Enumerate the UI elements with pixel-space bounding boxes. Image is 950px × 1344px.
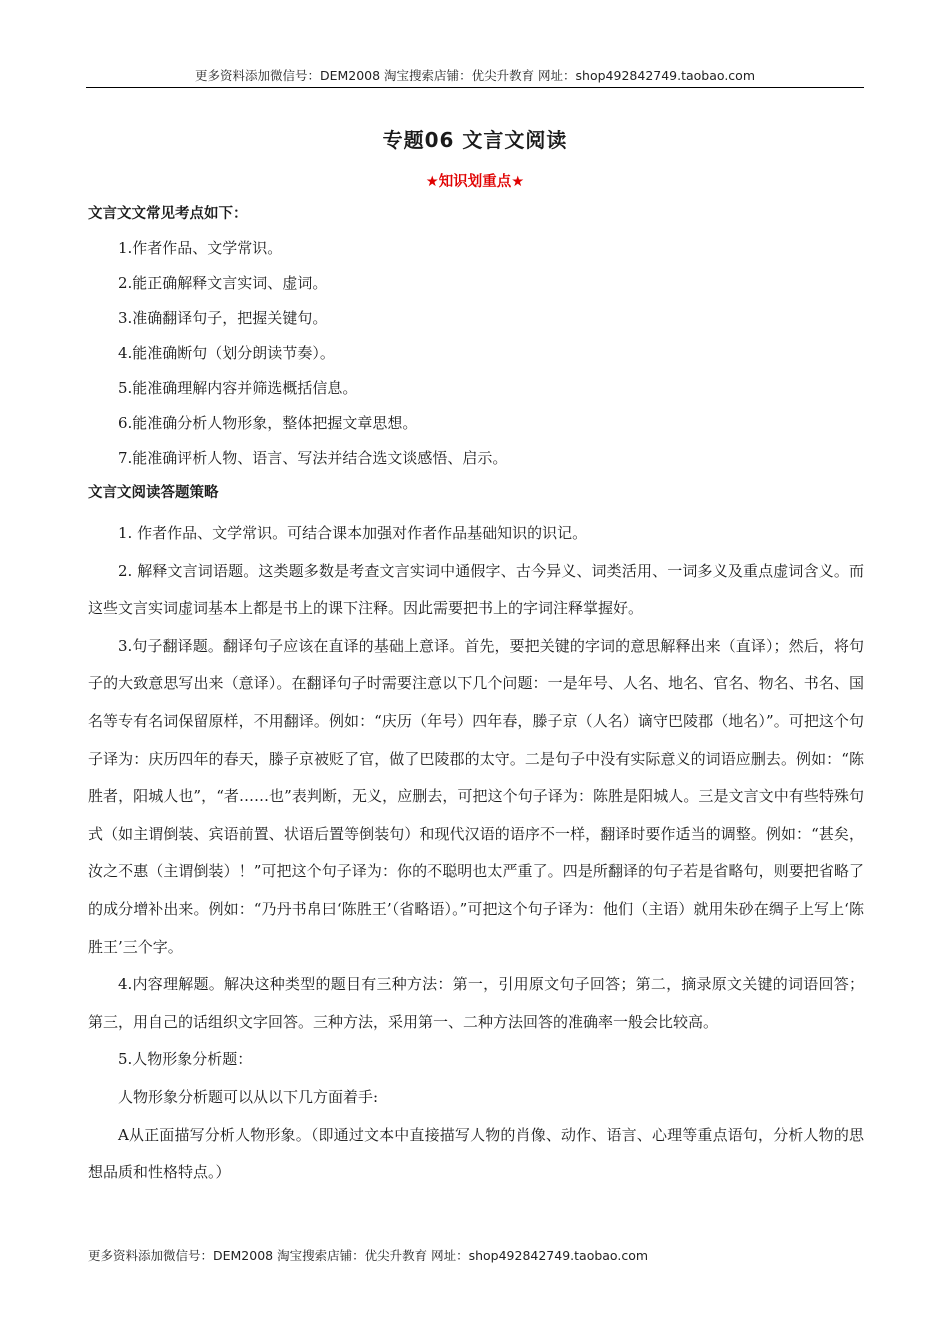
page-title: 专题06 文言文阅读: [382, 128, 568, 152]
page-footer: 更多资料添加微信号：DEM2008 淘宝搜索店铺：优尖升教育 网址：shop492842749.taobao.com: [88, 1248, 649, 1263]
document-body: [88, 202, 864, 1192]
paragraph: 5.人物形象分析题：: [118, 1050, 253, 1069]
list-item: 2.能正确解释文言实词、虚词。: [118, 274, 328, 292]
list-item: 7.能准确评析人物、语言、写法并结合选文谈感悟、启示。: [118, 449, 508, 467]
section-heading-strategy: 文言文阅读答题策略: [88, 485, 219, 501]
paragraph: 2. 解释文言词语题。这类题多数是考查文言实词中通假字、古今异义、词类活用、一词多义及重点虚词含义。而这些文言实词虚词基本上都是书上的课下注释。因此需要把书上的字词注释掌握好。: [88, 561, 864, 618]
list-item: 1.作者作品、文学常识。: [118, 239, 283, 257]
list-item: 3.准确翻译句子，把握关键句。: [118, 309, 328, 327]
page-header: 更多资料添加微信号：DEM2008 淘宝搜索店铺：优尖升教育 网址：shop492842749.taobao.com: [194, 68, 756, 83]
subtitle-knowledge-points: ★知识划重点★: [425, 174, 525, 190]
paragraph: 人物形象分析题可以从以下几方面着手:: [118, 1087, 379, 1106]
paragraph: 4.内容理解题。解决这种类型的题目有三种方法：第一，引用原文句子回答；第二，摘录原文关键的词语回答；第三，用自己的话组织文字回答。三种方法，采用第一、二种方法回答的准确率一般会比较高。: [88, 975, 864, 1031]
list-item: 6.能准确分析人物形象，整体把握文章思想。: [118, 414, 418, 432]
paragraph: 1. 作者作品、文学常识。可结合课本加强对作者作品基础知识的识记。: [118, 524, 588, 542]
paragraph: A从正面描写分析人物形象。（即通过文本中直接描写人物的肖像、动作、语言、心理等重点语句，分析人物的思想品质和性格特点。）: [88, 1125, 864, 1182]
header-divider: [86, 87, 864, 88]
section-heading-exam-points: 文言文文常见考点如下：: [88, 206, 248, 222]
list-item: 4.能准确断句（划分朗读节奏）。: [118, 344, 335, 362]
paragraph: 3.句子翻译题。翻译句子应该在直译的基础上意译。首先，要把关键的字词的意思解释出来（直译）；然后，将句子的大致意思写出来（意译）。在翻译句子时需要注意以下几个问题：一是年号、人名、地名、官名、物名、书名、国名等专有名词保留原样，不用翻译。例如：“庆历（年号）四年春，滕子京（人名）谪守巴陵郡（地名）”。可把这个句子译为：庆历四年的春天，滕子京被贬了官，做了巴陵郡的太守。二是句子中没有实际意义的词语应删去。例如：“陈胜者，阳城人也”，“者……也”表判断，无义，应删去，可把这个句子译为：陈胜是阳城人。三是文言文中有些特殊句式（如主谓倒装、宾语前置、状语后置等倒装句）和现代汉语的语序不一样，翻译时要作适当的调整。例如：“甚矣，汝之不惠（主谓倒装）！”可把这个句子译为：你的不聪明也太严重了。四是所翻译的句子若是省略句，则要把省略了的成分增补出来。例如：“乃丹书帛曰‘陈胜王’（省略语）。”可把这个句子译为：他们（主语）就用朱砂在绸子上写上‘陈胜王’三个字。: [88, 636, 864, 956]
list-item: 5.能准确理解内容并筛选概括信息。: [118, 379, 358, 397]
